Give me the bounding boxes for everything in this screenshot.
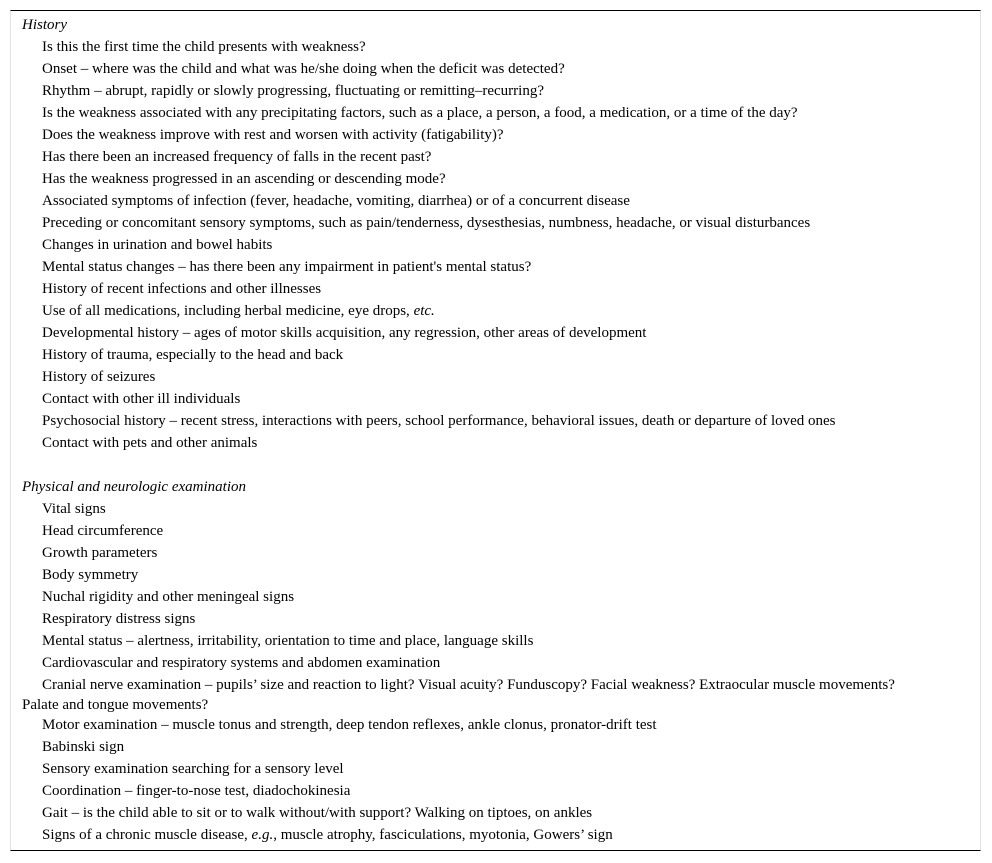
list-item: Is the weakness associated with any precipitating factors, such as a place, a person, a food, a medication, or a time of the day? xyxy=(42,105,798,121)
list-item: Vital signs xyxy=(42,501,106,517)
list-item: Mental status changes – has there been any impairment in patient's mental status? xyxy=(42,259,532,275)
list-item-medications xyxy=(22,300,972,322)
list-item: Has the weakness progressed in an ascending or descending mode? xyxy=(42,171,446,187)
list-item: Onset – where was the child and what was he/she doing when the deficit was detected? xyxy=(42,61,565,77)
history-heading: History xyxy=(22,17,67,33)
chronic-prefix: Signs of a chronic muscle disease, xyxy=(42,827,252,843)
list-item: Nuchal rigidity and other meningeal signs xyxy=(42,589,295,605)
list-item: Psychosocial history – recent stress, interactions with peers, school performance, behavioral issues, death or departure of loved ones xyxy=(42,413,836,429)
list-item: Contact with other ill individuals xyxy=(42,391,241,407)
list-item: Motor examination – muscle tonus and strength, deep tendon reflexes, ankle clonus, pronator-drift test xyxy=(42,717,657,733)
chronic-eg: e.g. xyxy=(251,827,274,843)
list-item: History of seizures xyxy=(42,369,156,385)
list-item: Body symmetry xyxy=(42,567,139,583)
list-item: Sensory examination searching for a sensory level xyxy=(42,761,344,777)
list-item: Associated symptoms of infection (fever, headache, vomiting, diarrhea) or of a concurrent disease xyxy=(42,193,630,209)
table-frame xyxy=(10,10,981,851)
list-item: Gait – is the child able to sit or to walk without/with support? Walking on tiptoes, on ankles xyxy=(42,805,593,821)
list-item: Developmental history – ages of motor skills acquisition, any regression, other areas of development xyxy=(42,325,647,341)
cranial-line-2: Palate and tongue movements? xyxy=(22,697,209,713)
section-spacer xyxy=(22,454,972,476)
list-item: Head circumference xyxy=(42,523,164,539)
list-item-cranial xyxy=(22,674,972,714)
exam-heading: Physical and neurologic examination xyxy=(22,479,246,495)
list-item: Mental status – alertness, irritability, orientation to time and place, language skills xyxy=(42,633,534,649)
list-item: Cardiovascular and respiratory systems and abdomen examination xyxy=(42,655,441,671)
list-item: Coordination – finger-to-nose test, diadochokinesia xyxy=(42,783,351,799)
medications-text: Use of all medications, including herbal medicine, eye drops, xyxy=(42,303,414,319)
list-item: Respiratory distress signs xyxy=(42,611,196,627)
list-item: Growth parameters xyxy=(42,545,158,561)
list-item: Babinski sign xyxy=(42,739,125,755)
list-item: Contact with pets and other animals xyxy=(42,435,258,451)
list-item: Preceding or concomitant sensory symptoms, such as pain/tenderness, dysesthesias, numbness, headache, or visual disturbances xyxy=(42,215,811,231)
list-item: Rhythm – abrupt, rapidly or slowly progressing, fluctuating or remitting–recurring? xyxy=(42,83,544,99)
list-item: History of trauma, especially to the head and back xyxy=(42,347,344,363)
list-item: Does the weakness improve with rest and worsen with activity (fatigability)? xyxy=(42,127,504,143)
list-item-chronic xyxy=(22,824,972,846)
chronic-suffix: , muscle atrophy, fasciculations, myotonia, Gowers’ sign xyxy=(273,827,613,843)
medications-etc: etc. xyxy=(413,303,435,319)
list-item: Has there been an increased frequency of falls in the recent past? xyxy=(42,149,432,165)
table-content xyxy=(22,14,972,846)
list-item: History of recent infections and other illnesses xyxy=(42,281,322,297)
cranial-line-1: Cranial nerve examination – pupils’ size and reaction to light? Visual acuity? Funduscopy? Facial weakness? Extraocular muscle movements? xyxy=(42,677,895,693)
list-item: Changes in urination and bowel habits xyxy=(42,237,273,253)
list-item: Is this the first time the child presents with weakness? xyxy=(42,39,366,55)
